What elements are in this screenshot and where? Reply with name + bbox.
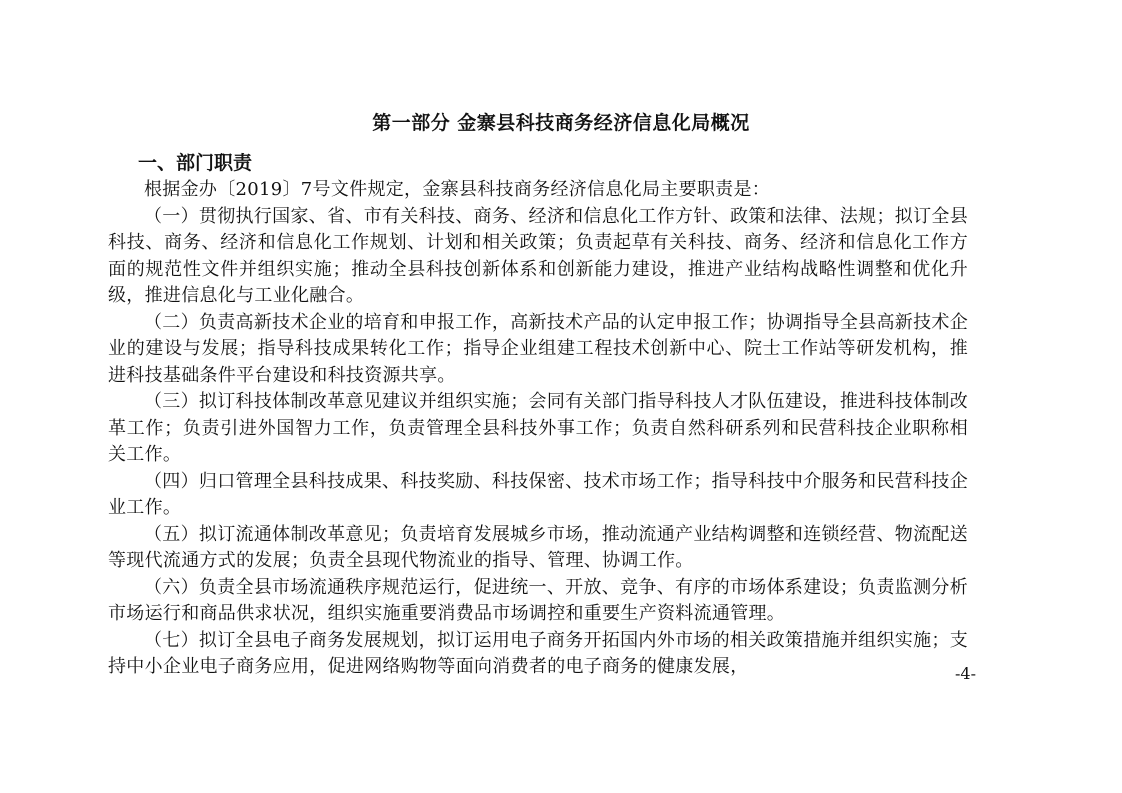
paragraph-item-6: （六）负责全县市场流通秩序规范运行，促进统一、开放、竞争、有序的市场体系建设；负责监测分析市场运行和商品供求状况，组织实施重要消费品市场调控和重要生产资料流通管理。 [108, 576, 968, 624]
page-number: -4- [955, 664, 976, 683]
paragraph-item-7: （七）拟订全县电子商务发展规划，拟订运用电子商务开拓国内外市场的相关政策措施并组织实施；支持中小企业电子商务应用，促进网络购物等面向消费者的电子商务的健康发展， [108, 629, 968, 677]
paragraph-item-3: （三）拟订科技体制改革意见建议并组织实施；会同有关部门指导科技人才队伍建设，推进科技体制改革工作；负责引进外国智力工作，负责管理全县科技外事工作；负责自然科研系列和民营科技企业职称相关工作。 [108, 391, 968, 465]
section-heading: 一、部门职责 [138, 152, 253, 174]
paragraph-item-2: （二）负责高新技术企业的培育和申报工作，高新技术产品的认定申报工作；协调指导全县高新技术企业的建设与发展；指导科技成果转化工作；指导企业组建工程技术创新中心、院士工作站等研发机构，推进科技基础条件平台建设和科技资源共享。 [108, 311, 968, 386]
document-body [108, 150, 968, 681]
paragraph-intro: 根据金办〔2019〕7号文件规定，金寨县科技商务经济信息化局主要职责是： [144, 179, 771, 200]
page-title: 第一部分 金寨县科技商务经济信息化局概况 [372, 112, 750, 134]
paragraph-item-1: （一）贯彻执行国家、省、市有关科技、商务、经济和信息化工作方针、政策和法律、法规；拟订全县科技、商务、经济和信息化工作规划、计划和相关政策；负责起草有关科技、商务、经济和信息化工作方面的规范性文件并组织实施；推动全县科技创新体系和创新能力建设，推进产业结构战略性调整和优化升级，推进信息化与工业化融合。 [108, 205, 968, 306]
paragraph-item-5: （五）拟订流通体制改革意见；负责培育发展城乡市场，推动流通产业结构调整和连锁经营、物流配送等现代流通方式的发展；负责全县现代物流业的指导、管理、协调工作。 [108, 523, 968, 571]
paragraph-item-4: （四）归口管理全县科技成果、科技奖励、科技保密、技术市场工作；指导科技中介服务和民营科技企业工作。 [108, 470, 968, 518]
